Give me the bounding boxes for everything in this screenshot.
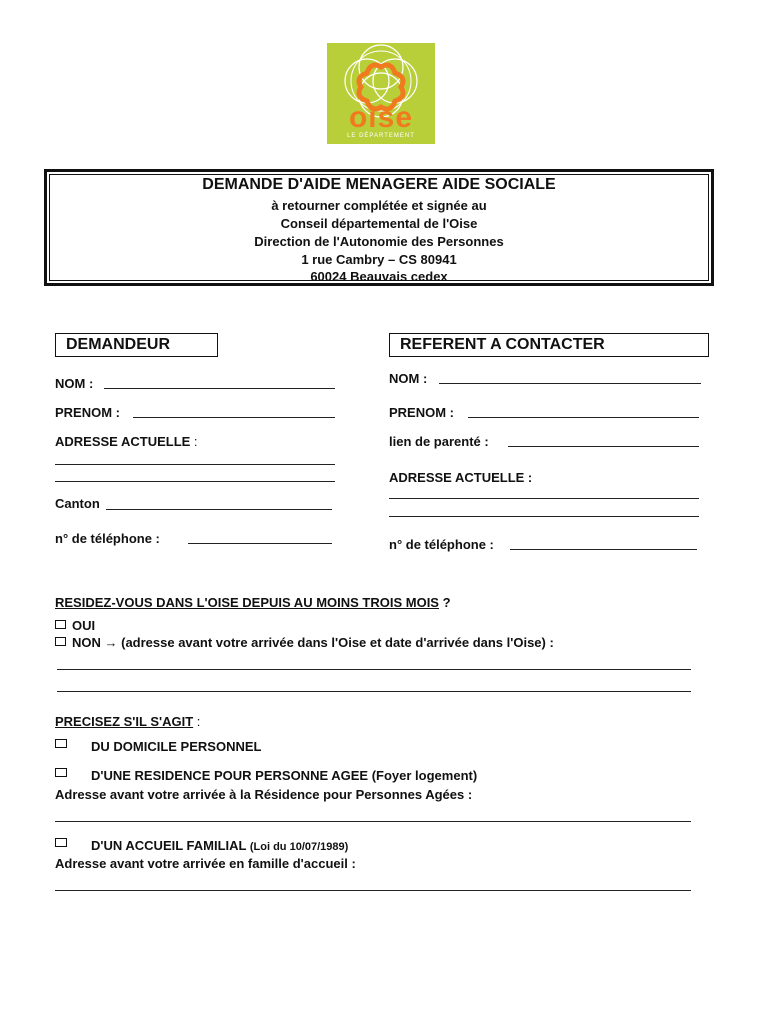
residence-address-label: Adresse avant votre arrivée à la Résidence pour Personnes Agées : <box>55 787 473 802</box>
referent-adresse-field[interactable] <box>389 516 699 517</box>
referent-prenom-label: PRENOM : <box>389 405 454 420</box>
referent-telephone-field[interactable] <box>510 549 697 550</box>
demandeur-adresse-field[interactable] <box>55 464 335 465</box>
residence-address-field[interactable] <box>57 691 691 692</box>
logo-subtitle: LE DÉPARTEMENT <box>347 133 415 139</box>
checkbox-residence[interactable] <box>55 768 67 777</box>
referent-parente-label: lien de parenté : <box>389 434 489 449</box>
referent-nom-field[interactable] <box>439 383 701 384</box>
demandeur-prenom-field[interactable] <box>133 417 335 418</box>
demandeur-adresse-field[interactable] <box>55 481 335 482</box>
referent-adresse-label: ADRESSE ACTUELLE : <box>389 470 533 485</box>
accueil-address-input[interactable] <box>55 890 691 891</box>
header-line: 60024 Beauvais cedex <box>310 269 448 284</box>
demandeur-nom-field[interactable] <box>104 388 335 389</box>
logo-text: oise <box>348 101 414 134</box>
demandeur-canton-field[interactable] <box>106 509 332 510</box>
checkbox-domicile[interactable] <box>55 739 67 748</box>
demandeur-section-title: DEMANDEUR <box>55 333 218 357</box>
referent-nom-label: NOM : <box>389 371 428 386</box>
residence-question: RESIDEZ-VOUS DANS L'OISE DEPUIS AU MOINS TROIS MOIS ? <box>55 595 451 610</box>
header-line: Direction de l'Autonomie des Personnes <box>254 234 504 249</box>
checkbox-accueil[interactable] <box>55 838 67 847</box>
demandeur-telephone-label: n° de téléphone : <box>55 531 160 546</box>
option-accueil-label: D'UN ACCUEIL FAMILIAL (Loi du 10/07/1989) <box>91 838 349 853</box>
option-residence-label: D'UNE RESIDENCE POUR PERSONNE AGEE (Foyer logement) <box>91 768 478 783</box>
demandeur-prenom-label: PRENOM : <box>55 405 120 420</box>
checkbox-non[interactable] <box>55 637 66 646</box>
residence-address-input[interactable] <box>55 821 691 822</box>
demandeur-telephone-field[interactable] <box>188 543 332 544</box>
demandeur-canton-label: Canton <box>55 496 100 511</box>
header-line: Conseil départemental de l'Oise <box>280 216 478 231</box>
referent-section-title: REFERENT A CONTACTER <box>389 333 709 357</box>
demandeur-nom-label: NOM : <box>55 376 94 391</box>
referent-parente-field[interactable] <box>508 446 699 447</box>
referent-adresse-field[interactable] <box>389 498 699 499</box>
accueil-address-label: Adresse avant votre arrivée en famille d'accueil : <box>55 856 356 871</box>
referent-prenom-field[interactable] <box>468 417 699 418</box>
header-line: 1 rue Cambry – CS 80941 <box>301 252 457 267</box>
option-oui[interactable]: OUI <box>55 618 95 633</box>
checkbox-oui[interactable] <box>55 620 66 629</box>
residence-address-field[interactable] <box>57 669 691 670</box>
option-domicile-label: DU DOMICILE PERSONNEL <box>91 739 262 754</box>
form-title: DEMANDE D'AIDE MENAGERE AIDE SOCIALE <box>202 176 556 193</box>
demandeur-adresse-label: ADRESSE ACTUELLE : <box>55 434 198 449</box>
oise-logo <box>327 43 435 144</box>
precisez-title: PRECISEZ S'IL S'AGIT : <box>55 714 201 729</box>
header-line: à retourner complétée et signée au <box>271 198 487 213</box>
option-non[interactable]: NON → (adresse avant votre arrivée dans l'Oise et date d'arrivée dans l'Oise) : <box>55 635 554 650</box>
referent-telephone-label: n° de téléphone : <box>389 537 494 552</box>
